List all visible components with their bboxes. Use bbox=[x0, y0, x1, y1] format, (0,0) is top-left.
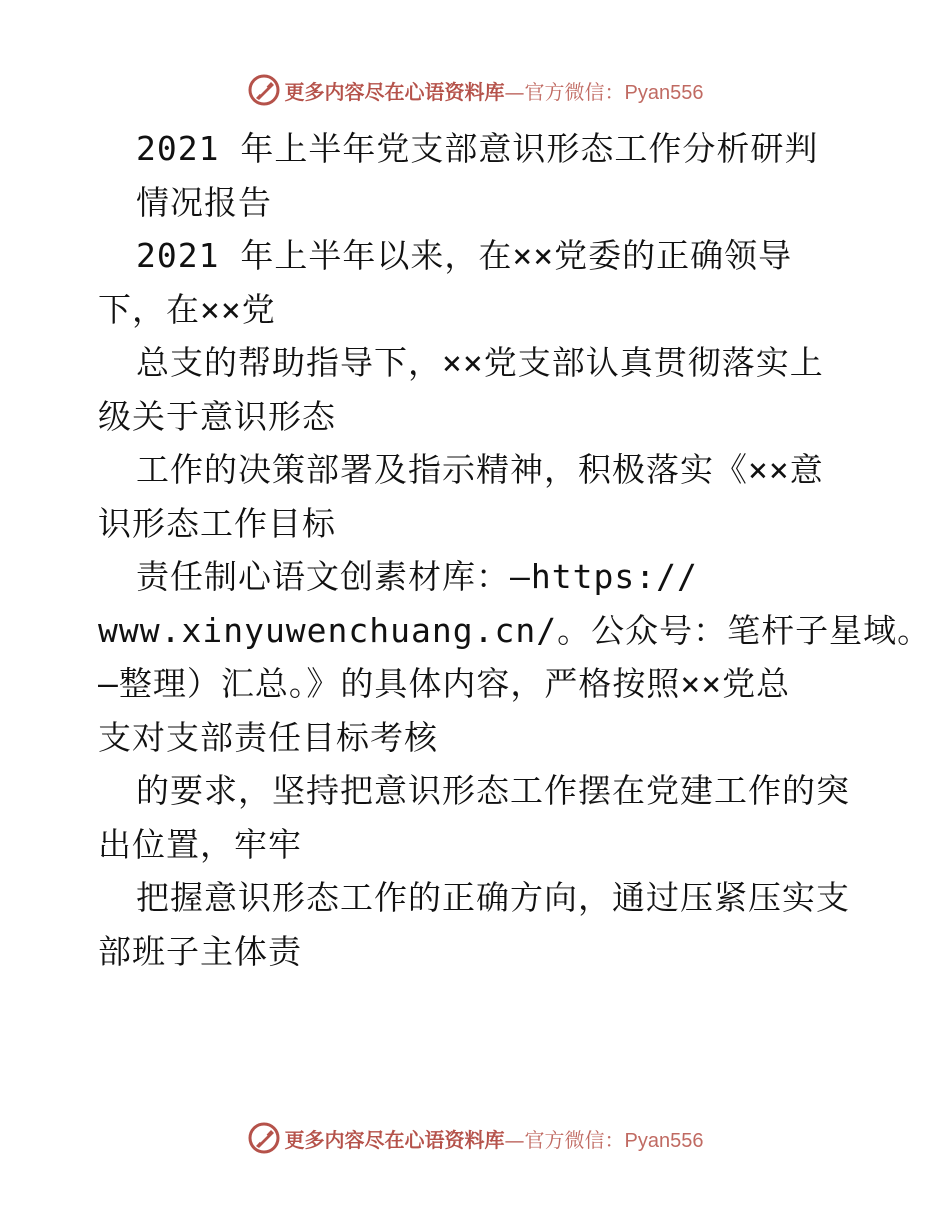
document-line: 情况报告 bbox=[136, 182, 272, 222]
footer-dash: — bbox=[504, 1127, 525, 1152]
document-line: 总支的帮助指导下，××党支部认真贯彻落实上 bbox=[136, 343, 824, 382]
document-line: 2021 年上半年以来，在××党委的正确领导 bbox=[136, 236, 793, 275]
document-line: 责任制心语文创素材库：—https:// bbox=[136, 557, 698, 596]
footer-wechat: 官方微信：Pyan556 bbox=[524, 1129, 704, 1152]
header-dash: — bbox=[504, 79, 525, 104]
document-line: www.xinyuwenchuang.cn/。公众号：笔杆子星域。 bbox=[98, 610, 932, 650]
document-line: 部班子主体责 bbox=[98, 931, 302, 971]
document-line: 2021 年上半年党支部意识形态工作分析研判 bbox=[136, 129, 819, 168]
document-line: 支对支部责任目标考核 bbox=[98, 717, 438, 757]
feather-pen-circle-icon bbox=[247, 1121, 281, 1155]
document-line: —整理）汇总。》的具体内容，严格按照××党总 bbox=[98, 664, 791, 703]
footer-banner-text bbox=[285, 1124, 704, 1153]
footer-site-name: 更多内容尽在心语资料库 bbox=[284, 1127, 505, 1152]
header-banner bbox=[0, 70, 950, 110]
header-wechat: 官方微信：Pyan556 bbox=[524, 81, 704, 104]
footer-banner bbox=[0, 1118, 950, 1158]
document-line: 识形态工作目标 bbox=[98, 503, 336, 543]
document-line: 下，在××党 bbox=[98, 289, 276, 329]
document-body bbox=[98, 122, 932, 978]
document-line: 的要求，坚持把意识形态工作摆在党建工作的突 bbox=[136, 771, 850, 810]
header-banner-text bbox=[285, 76, 704, 105]
feather-pen-circle-icon bbox=[247, 73, 281, 107]
document-line: 把握意识形态工作的正确方向，通过压紧压实支 bbox=[136, 878, 850, 917]
header-site-name: 更多内容尽在心语资料库 bbox=[284, 79, 505, 104]
document-line: 出位置，牢牢 bbox=[98, 824, 302, 864]
document-line: 级关于意识形态 bbox=[98, 396, 336, 436]
document-line: 工作的决策部署及指示精神，积极落实《××意 bbox=[136, 450, 824, 489]
